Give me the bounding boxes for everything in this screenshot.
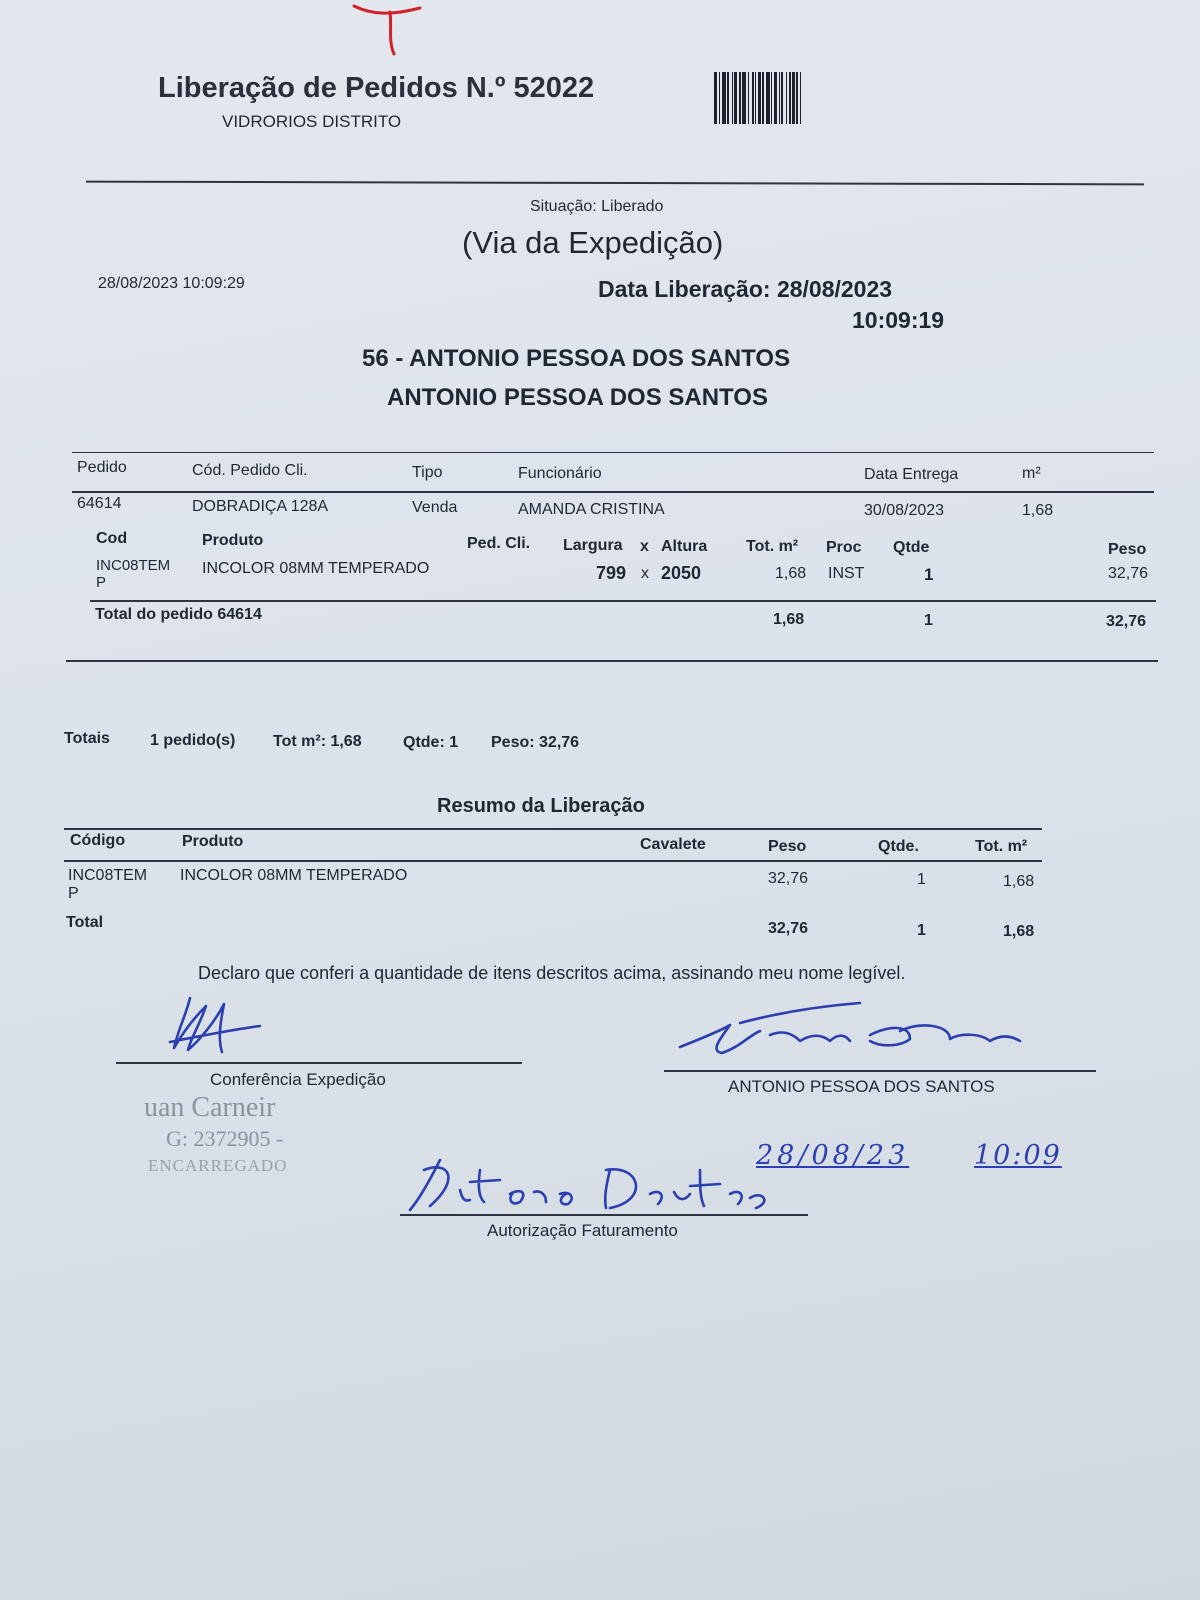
col-pedido: Pedido	[77, 459, 127, 476]
copy-label: (Via da Expedição)	[462, 225, 724, 260]
item-col-qtde: Qtde	[893, 539, 930, 556]
item-col-tot-m2: Tot. m²	[746, 538, 799, 555]
summary-produto: INCOLOR 08MM TEMPERADO	[180, 867, 408, 884]
item-col-peso: Peso	[1108, 541, 1147, 558]
summary-col-tot-m2: Tot. m²	[975, 838, 1028, 855]
signature-label-faturamento: Autorização Faturamento	[487, 1221, 678, 1240]
order-top-border	[72, 452, 1154, 453]
signature-conferencia	[160, 990, 270, 1060]
summary-col-cavalete: Cavalete	[640, 836, 706, 853]
divider	[86, 181, 1144, 186]
signature-line-conferencia	[116, 1062, 522, 1064]
stamp-line-3: ENCARREGADO	[148, 1156, 288, 1175]
summary-total-tot-m2: 1,68	[1003, 923, 1035, 940]
document-title: Liberação de Pedidos N.º 52022	[158, 72, 595, 104]
item-peso: 32,76	[1108, 565, 1149, 582]
item-largura: 799	[596, 563, 627, 583]
signature-line-client	[664, 1070, 1096, 1072]
item-col-cod: Cod	[96, 530, 128, 547]
client-line-1: 56 - ANTONIO PESSOA DOS SANTOS	[362, 345, 791, 372]
item-altura: 2050	[661, 563, 702, 583]
item-col-ped-cli: Ped. Cli.	[467, 535, 531, 552]
client-line-2: ANTONIO PESSOA DOS SANTOS	[387, 384, 768, 411]
item-col-produto: Produto	[202, 532, 264, 549]
stamp-line-2: G: 2372905 -	[166, 1126, 284, 1151]
summary-col-produto: Produto	[182, 833, 244, 850]
item-proc: INST	[828, 565, 865, 582]
summary-col-peso: Peso	[768, 838, 807, 855]
order-m2: 1,68	[1022, 502, 1054, 519]
summary-qtde: 1	[917, 871, 926, 888]
order-data-entrega: 30/08/2023	[864, 502, 945, 519]
order-header-border	[72, 491, 1154, 493]
order-pedido: 64614	[77, 495, 122, 512]
handwritten-date: 28/08/23	[756, 1140, 910, 1171]
summary-col-codigo: Código	[70, 832, 126, 849]
totals-label: Totais	[64, 730, 110, 747]
print-datetime: 28/08/2023 10:09:29	[98, 275, 245, 292]
col-funcionario: Funcionário	[518, 465, 602, 482]
summary-title: Resumo da Liberação	[437, 795, 645, 817]
order-funcionario: AMANDA CRISTINA	[518, 501, 665, 518]
red-pen-mark	[350, 0, 440, 60]
col-cod-pedido-cli: Cód. Pedido Cli.	[192, 462, 308, 479]
item-col-x: x	[640, 538, 649, 555]
signature-line-faturamento	[400, 1214, 808, 1216]
item-col-largura: Largura	[563, 537, 623, 554]
item-x: x	[641, 565, 649, 582]
order-total-peso: 32,76	[1106, 613, 1147, 630]
order-total-qtde: 1	[924, 612, 933, 629]
order-total-m2: 1,68	[773, 611, 805, 628]
release-date: Data Liberação: 28/08/2023	[598, 276, 893, 302]
declaration-text: Declaro que conferi a quantidade de itens descritos acima, assinando meu nome legível.	[198, 963, 906, 983]
totals-m2: Tot m²: 1,68	[273, 733, 362, 750]
signature-faturamento	[400, 1150, 780, 1220]
item-cod-2: P	[96, 574, 107, 591]
summary-peso: 32,76	[768, 870, 809, 887]
item-tot-m2: 1,68	[775, 565, 807, 582]
summary-top-border	[64, 828, 1042, 830]
barcode	[714, 72, 900, 124]
summary-tot-m2: 1,68	[1003, 873, 1035, 890]
item-col-altura: Altura	[661, 538, 708, 555]
situation-text: Situação: Liberado	[530, 198, 664, 215]
handwritten-time: 10:09	[974, 1140, 1062, 1171]
signature-client	[660, 995, 1040, 1065]
item-cod-1: INC08TEM	[96, 557, 171, 574]
totals-peso: Peso: 32,76	[491, 734, 580, 751]
summary-header-border	[64, 860, 1042, 862]
signature-label-conferencia: Conferência Expedição	[210, 1070, 386, 1089]
totals-pedidos: 1 pedido(s)	[150, 732, 236, 749]
item-produto: INCOLOR 08MM TEMPERADO	[202, 560, 430, 577]
col-m2: m²	[1022, 465, 1041, 482]
company-name: VIDRORIOS DISTRITO	[222, 112, 402, 131]
col-tipo: Tipo	[412, 464, 443, 481]
col-data-entrega: Data Entrega	[864, 466, 959, 483]
stamp-line-1: uan Carneir	[144, 1092, 276, 1123]
summary-total-label: Total	[66, 914, 104, 931]
signature-label-client: ANTONIO PESSOA DOS SANTOS	[728, 1077, 995, 1096]
summary-cod-1: INC08TEM	[68, 867, 148, 884]
divider	[66, 660, 1158, 662]
summary-col-qtde: Qtde.	[878, 838, 919, 855]
summary-cod-2: P	[68, 885, 79, 902]
item-col-proc: Proc	[826, 539, 862, 556]
totals-qtde: Qtde: 1	[403, 734, 459, 751]
order-total-border	[90, 600, 1156, 602]
summary-total-peso: 32,76	[768, 920, 809, 937]
summary-total-qtde: 1	[917, 922, 926, 939]
release-time: 10:09:19	[852, 307, 945, 333]
order-cod-cli: DOBRADIÇA 128A	[192, 498, 329, 515]
order-tipo: Venda	[412, 499, 458, 516]
item-qtde: 1	[924, 565, 934, 584]
order-total-label: Total do pedido 64614	[95, 606, 262, 623]
